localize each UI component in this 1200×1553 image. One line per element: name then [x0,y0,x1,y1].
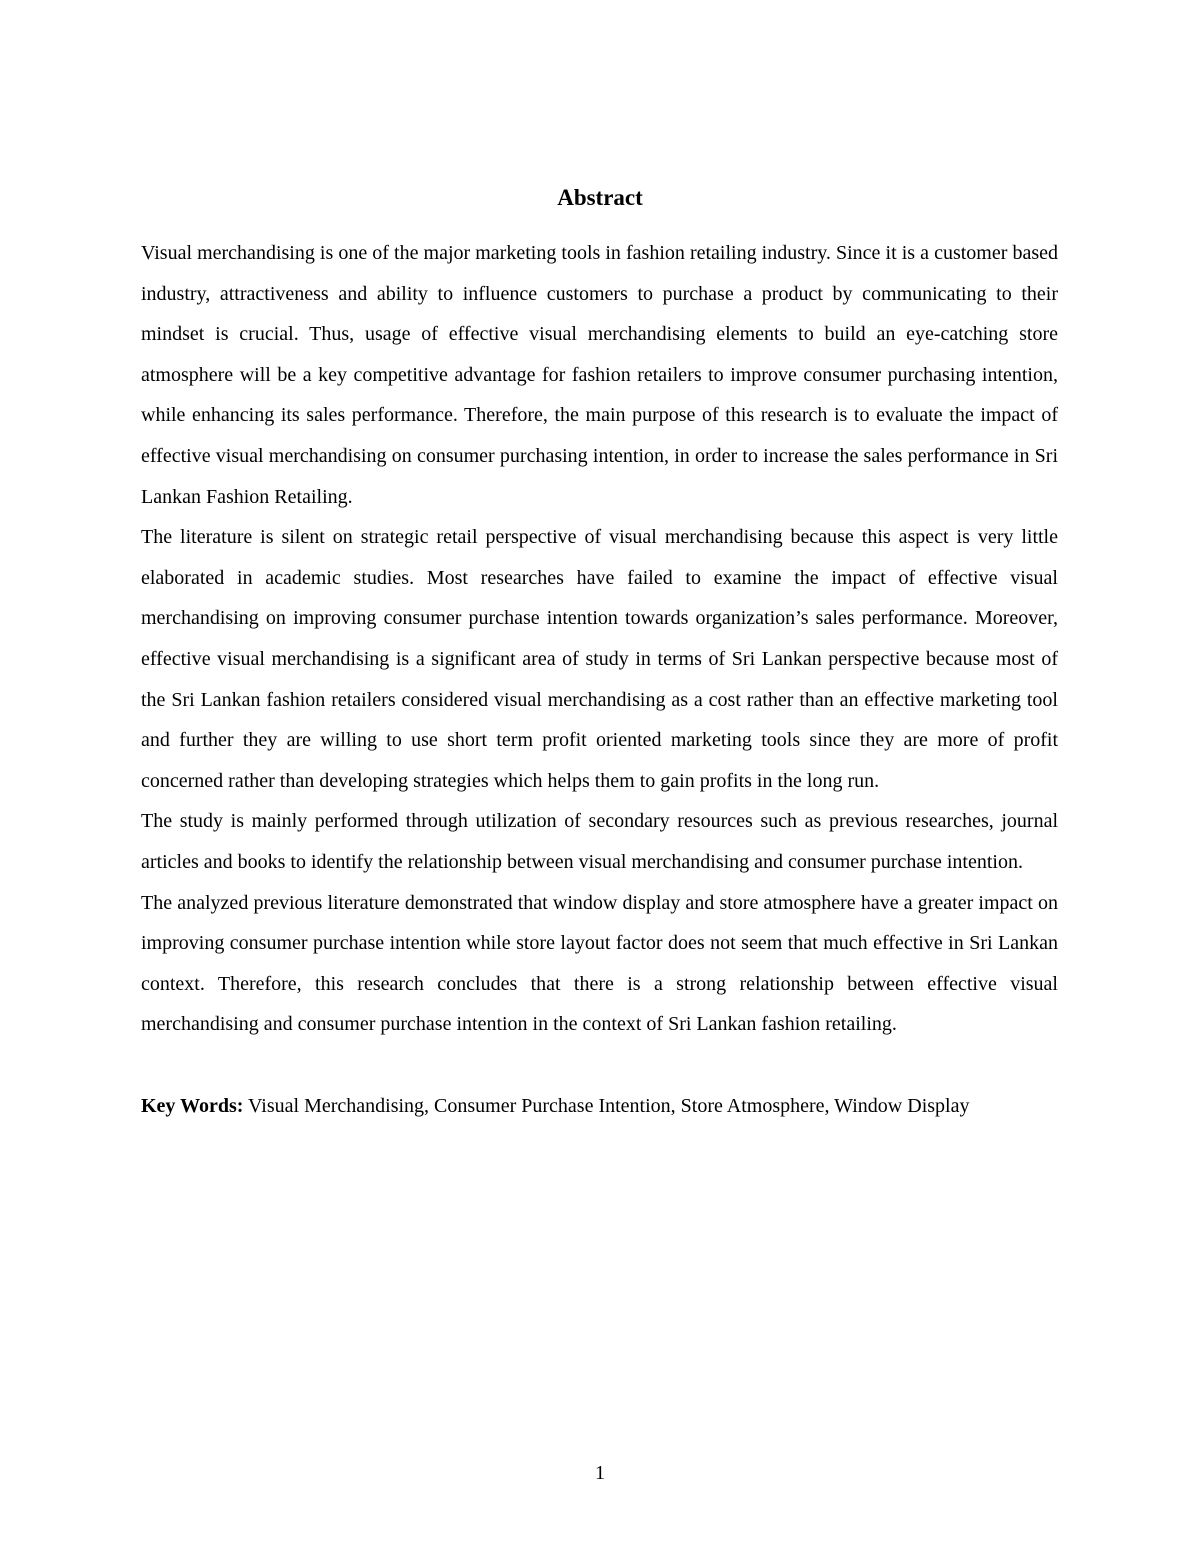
abstract-paragraph-2: The literature is silent on strategic retail perspective of visual merchandising because this aspect is very little elaborated in academic studies. Most researches have failed to examine the impact of effective visual merchandising on improving consumer purchase intention towards organization’s sales performance. Moreover, effective visual merchandising is a significant area of study in terms of Sri Lankan perspective because most of the Sri Lankan fashion retailers considered visual merchandising as a cost rather than an effective marketing tool and further they are willing to use short term profit oriented marketing tools since they are more of profit concerned rather than developing strategies which helps them to gain profits in the long run. [141,526,1058,792]
keywords-list: Visual Merchandising, Consumer Purchase Intention, Store Atmosphere, Window Display [243,1094,970,1117]
keywords-label: Key Words: [141,1094,244,1117]
abstract-body [141,233,1058,1126]
abstract-paragraph-3: The study is mainly performed through utilization of secondary resources such as previous researches, journal articles and books to identify the relationship between visual merchandising and consumer purchase intention. [141,810,1058,873]
abstract-title: Abstract [557,185,643,210]
abstract-paragraph-4: The analyzed previous literature demonstrated that window display and store atmosphere have a greater impact on improving consumer purchase intention while store layout factor does not seem that much effective in Sri Lankan context. Therefore, this research concludes that there is a strong relationship between effective visual merchandising and consumer purchase intention in the context of Sri Lankan fashion retailing. [141,891,1058,1036]
keywords-line [141,1086,1058,1127]
page-number: 1 [595,1462,605,1484]
abstract-paragraph-1: Visual merchandising is one of the major marketing tools in fashion retailing industry. Since it is a customer based industry, attractiveness and ability to influence customers to purchase a product by communicating to their mindset is crucial. Thus, usage of effective visual merchandising elements to build an eye-catching store atmosphere will be a key competitive advantage for fashion retailers to improve consumer purchasing intention, while enhancing its sales performance. Therefore, the main purpose of this research is to evaluate the impact of effective visual merchandising on consumer purchasing intention, in order to increase the sales performance in Sri Lankan Fashion Retailing. [141,242,1058,508]
